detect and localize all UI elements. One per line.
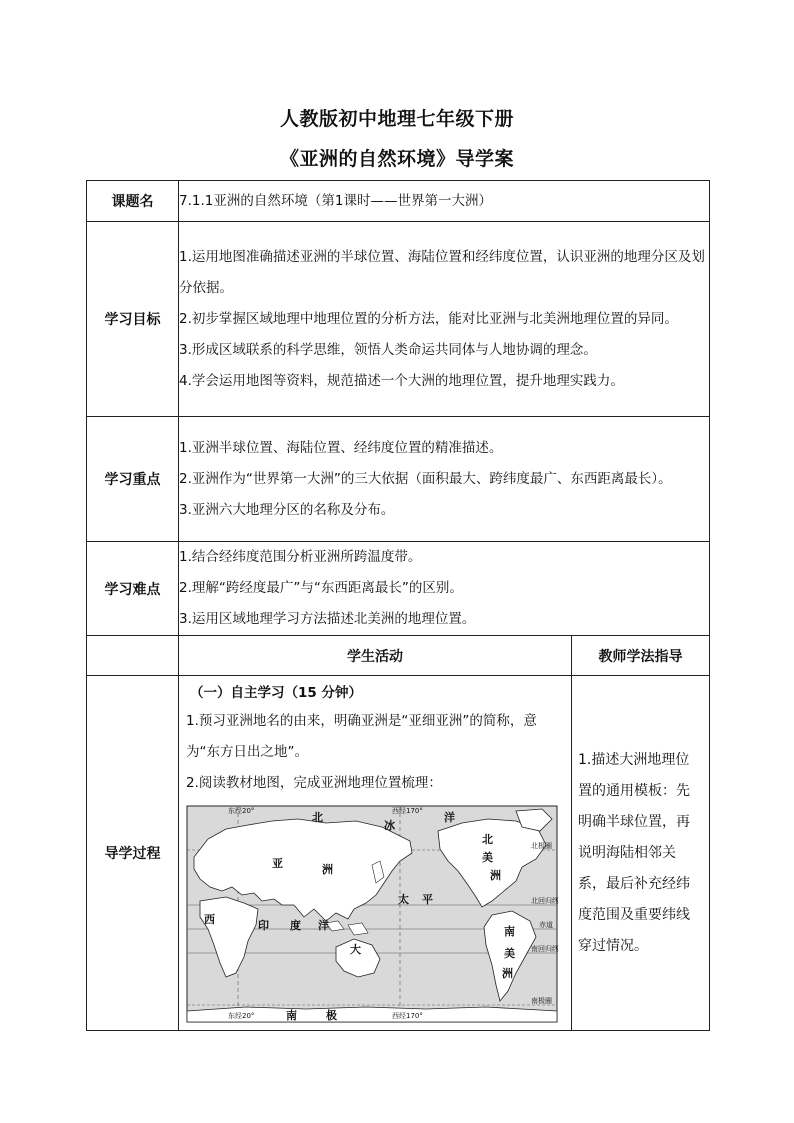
label-arctic-circle: 北极圈	[531, 842, 552, 850]
topic-text: 7.1.1亚洲的自然环境（第1课时——世界第一大洲）	[179, 192, 492, 209]
label-equator: 赤道	[539, 921, 553, 929]
key-points-list	[179, 417, 710, 542]
row-goals	[87, 222, 710, 417]
label-bing: 冰	[384, 819, 395, 832]
label-tai: 太	[398, 893, 409, 906]
row-process-header	[87, 636, 710, 676]
difficulties-list	[179, 542, 710, 636]
label-ping: 平	[422, 893, 433, 906]
world-map-svg	[186, 805, 558, 1023]
label-na-bei: 北	[482, 833, 493, 846]
difficulty-item: 3.运用区域地理学习方法描述北美洲的地理位置。	[179, 611, 476, 627]
label-sa-mei: 美	[504, 947, 515, 960]
value-topic	[179, 181, 710, 222]
teacher-guide-cell	[572, 676, 710, 1031]
label-process: 导学过程	[87, 676, 179, 1031]
label-topic: 课题名	[87, 181, 179, 222]
label-du: 度	[290, 919, 301, 932]
label-goals: 学习目标	[87, 222, 179, 417]
label-s-tropic: 南回归线	[531, 945, 558, 953]
label-ya: 亚	[272, 857, 283, 870]
teacher-tip: 1.描述大洲地理位置的通用模板：先明确半球位置，再说明海陆相邻关系，最后补充经纬度范围及重要纬线穿过情况。	[578, 751, 690, 954]
label-yang-north: 洋	[444, 811, 455, 824]
label-lon-top-right: 西经170°	[392, 807, 423, 815]
student-activity-cell	[179, 676, 572, 1031]
goal-item: 1.运用地图准确描述亚洲的半球位置、海陆位置和经纬度位置，认识亚洲的地理分区及划分依据。	[179, 248, 705, 296]
key-point-item: 3.亚洲六大地理分区的名称及分布。	[179, 501, 395, 518]
label-key-points: 学习重点	[87, 417, 179, 542]
label-sa-nan: 南	[504, 925, 515, 938]
doc-title: 人教版初中地理七年级下册	[279, 108, 514, 130]
label-n-tropic: 北回归线	[531, 897, 558, 905]
label-na-zhou: 洲	[490, 869, 501, 882]
section-heading: （一）自主学习（15 分钟）	[190, 685, 362, 701]
label-da: 大	[350, 943, 361, 956]
row-key-points	[87, 417, 710, 542]
label-ocean-indian: 洋	[318, 919, 329, 932]
world-map-figure	[186, 805, 558, 1023]
label-bei: 北	[312, 811, 323, 824]
row-difficulties	[87, 542, 710, 636]
label-nan: 南	[286, 1009, 297, 1022]
label-yin: 印	[258, 919, 269, 932]
row-topic	[87, 181, 710, 222]
doc-subtitle: 《亚洲的自然环境》导学案	[279, 148, 514, 170]
label-zhou: 洲	[322, 863, 333, 876]
goal-item: 4.学会运用地图等资料，规范描述一个大洲的地理位置，提升地理实践力。	[179, 372, 624, 389]
row-process	[87, 676, 710, 1031]
header-teacher-guide: 教师学法指导	[572, 636, 710, 676]
key-point-item: 2.亚洲作为“世界第一大洲”的三大依据（面积最大、跨纬度最广、东西距离最长）。	[179, 470, 672, 487]
goals-list	[179, 222, 710, 417]
activity-item: 2.阅读教材地图，完成亚洲地理位置梳理：	[186, 775, 442, 791]
difficulty-item: 2.理解“跨经度最广”与“东西距离最长”的区别。	[179, 580, 463, 596]
empty-header-cell	[87, 636, 179, 676]
label-na-mei: 美	[482, 851, 493, 864]
label-sa-zhou: 洲	[502, 967, 513, 980]
label-ji: 极	[326, 1009, 337, 1022]
lesson-plan-table	[86, 180, 710, 1031]
label-lon-top-left: 东经20°	[228, 807, 255, 815]
label-lon-bottom-left: 东经20°	[228, 1012, 255, 1020]
label-antarctic-circle: 南极圈	[531, 997, 552, 1005]
label-xi: 西	[204, 913, 215, 926]
difficulty-item: 1.结合经纬度范围分析亚洲所跨温度带。	[179, 549, 422, 565]
goal-item: 2.初步掌握区域地理中地理位置的分析方法，能对比亚洲与北美洲地理位置的异同。	[179, 310, 678, 327]
goal-item: 3.形成区域联系的科学思维，领悟人类命运共同体与人地协调的理念。	[179, 341, 597, 358]
activity-item: 1.预习亚洲地名的由来，明确亚洲是“亚细亚洲”的简称，意为“东方日出之地”。	[186, 713, 537, 760]
header-student-activity: 学生活动	[179, 636, 572, 676]
key-point-item: 1.亚洲半球位置、海陆位置、经纬度位置的精准描述。	[179, 439, 503, 456]
label-difficulties: 学习难点	[87, 542, 179, 636]
label-lon-bottom-right: 西经170°	[392, 1012, 423, 1020]
